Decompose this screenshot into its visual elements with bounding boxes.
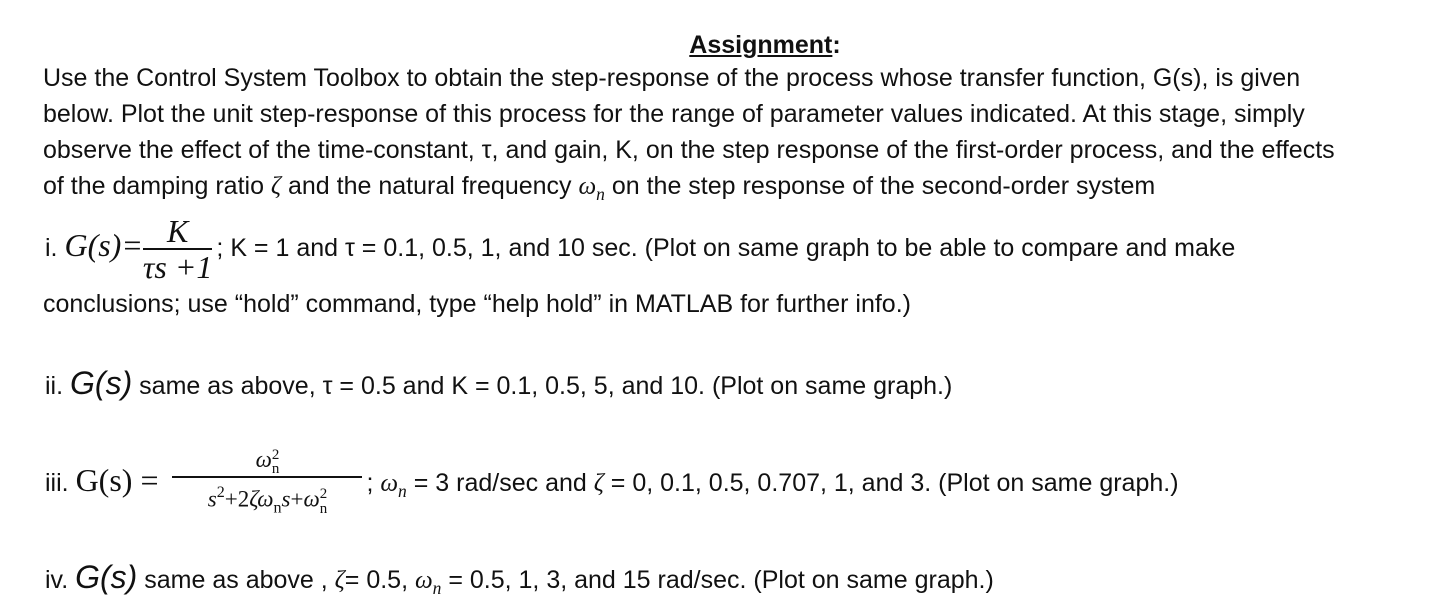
item-iv: iv. G(s) same as above , ζ= 0.5, $\omega_n = 0.5$, 1, 3, and 15 rad/sec. (Plot on same graph.) [45,559,994,599]
item-ii-text: same as above, τ = 0.5 and K = 0.1, 0.5, 5, and 10. (Plot on same graph.) [139,372,953,400]
assignment-heading: Assignment: [689,31,841,59]
item-iii-fraction [172,445,362,523]
item-iii-marker: iii. [45,469,69,497]
item-i [45,210,1235,284]
item-iv-marker: iv. [45,566,69,594]
omega-n-symbol: $\omega_n$ [380,470,407,502]
item-i-marker: i. [45,234,58,262]
omega-n-symbol: $\omega_n$ [578,173,605,205]
item-i-continuation: conclusions; use “hold” command, type “help hold” in MATLAB for further info.) [43,290,911,318]
zeta-symbol: ζ [334,567,345,594]
intro-line-1: Use the Control System Toolbox to obtain the step-response of the process whose transfer function, G(s), is given [43,64,1301,92]
item-iii-lhs: G(s) = [75,462,159,498]
item-iii: iii. G(s) = ω2 n $s^2+2\zeta\omega_ns+\omega 2$ n ; $\omega_n = 3$ rad/sec and ζ = 0, 0.1, 0.5, 0.707, 1, and 3. (Plot on same graph.) [45,440,1179,531]
zeta-symbol: ζ [270,173,282,200]
item-iv-lhs: G(s) [75,559,138,595]
item-i-fraction [143,214,213,284]
item-i-numerator: K [167,213,189,250]
intro-line-2: below. Plot the unit step-response of this process for the range of parameter values indicated. At this stage, simply [43,100,1305,128]
item-ii-lhs: G(s) [70,365,133,401]
item-i-lhs: G(s)= [64,227,143,263]
item-iii-numerator: ω2 n [255,446,280,477]
item-ii [45,365,953,401]
item-iii-denominator: $s^2+2\zeta\omega_ns+\omega 2$ n [207,484,328,517]
item-i-denominator: τs +1 [142,249,213,286]
item-ii-marker: ii. [45,372,64,400]
zeta-symbol: ζ [593,470,604,497]
omega-n-symbol: $\omega_n$ [414,567,442,599]
item-i-tail: ; K = 1 and τ = 0.1, 0.5, 1, and 10 sec. (Plot on same graph to be able to compare and make [216,234,1236,262]
intro-line-3: observe the effect of the time-constant, τ, and gain, K, on the step response of the first-order process, and the effects [43,136,1335,164]
intro-line-4: of the damping ratio ζ and the natural frequency $\omega_n$ on the step response of the second-order system [43,172,1156,205]
